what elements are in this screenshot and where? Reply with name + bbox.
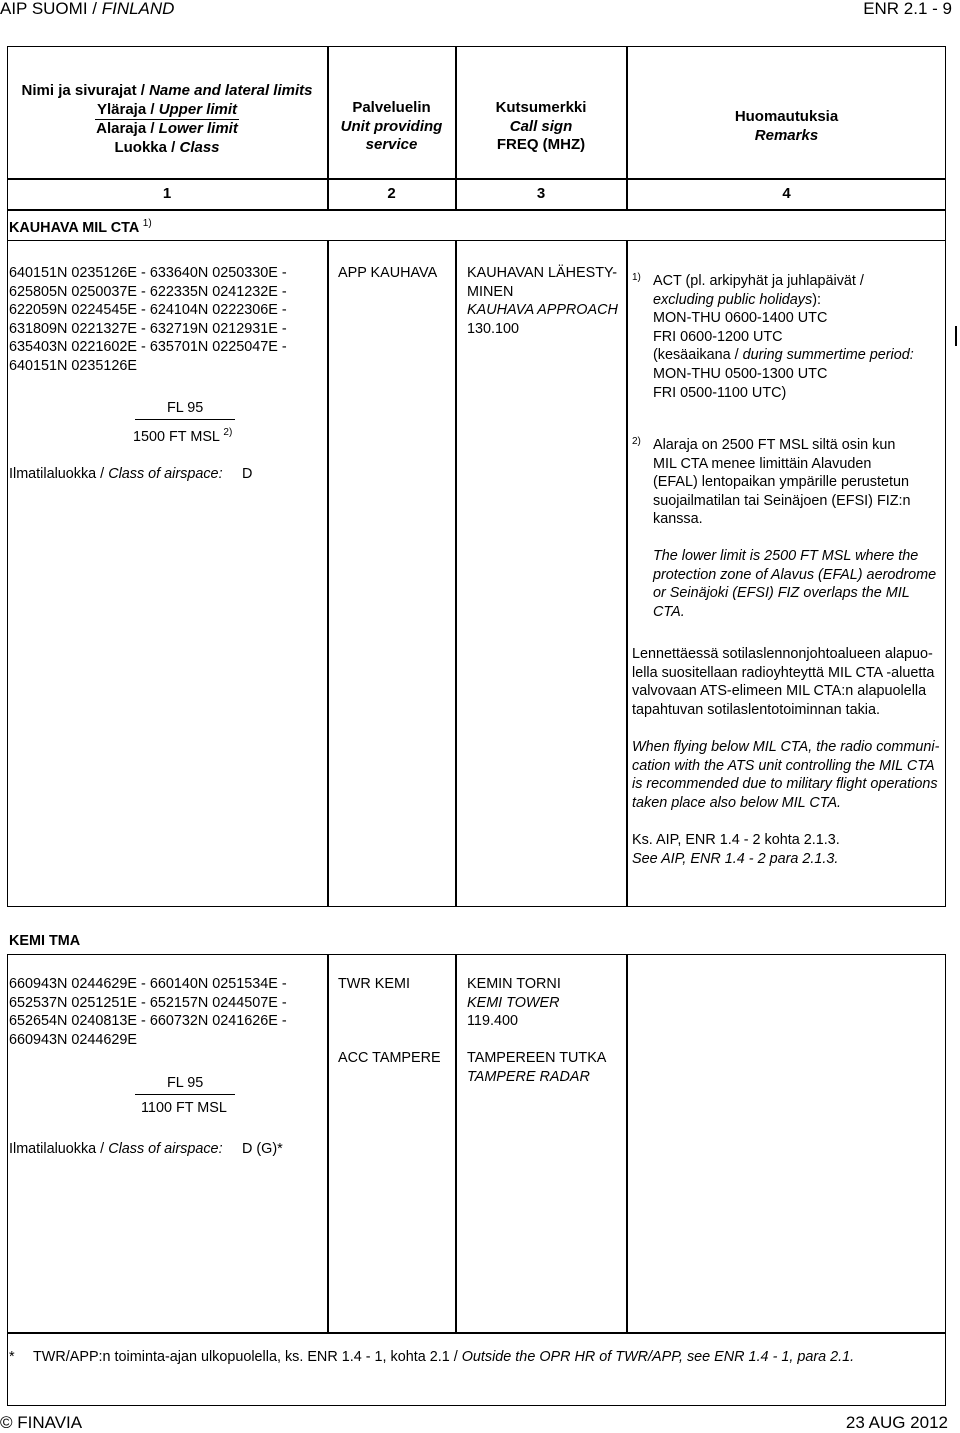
- kauhava-freq: 130.100: [467, 320, 520, 337]
- kauhava-coord-line: 640151N 0235126E - 633640N 0250330E -: [9, 265, 287, 281]
- kemi-unit-acc: ACC TAMPERE: [338, 1050, 441, 1066]
- kemi-col-divider-2: [455, 954, 457, 1332]
- remark1-line: FRI 0600-1200 UTC: [653, 328, 783, 345]
- kemi-class-value: D (G)*: [242, 1141, 283, 1157]
- kemi-class-label-italic: Class of airspace:: [108, 1141, 223, 1157]
- kauhava-callsign-line2: MINEN: [467, 283, 514, 300]
- col1-line3-italic: Lower limit: [158, 120, 238, 137]
- kauhava-callsign-line1: KAUHAVAN LÄHESTY-: [467, 265, 618, 281]
- remark2-fi-line: kanssa.: [653, 511, 703, 528]
- header-left-italic: FINLAND: [101, 0, 175, 18]
- remark3-en-line: is recommended due to military flight operations: [632, 776, 938, 793]
- remark3-fi: [632, 645, 934, 719]
- kauhava-class-value: D: [242, 466, 253, 482]
- kauhava-coord-line: 635403N 0221602E - 635701N 0225047E -: [9, 339, 287, 356]
- footnote-text: [33, 1348, 854, 1367]
- page-header-left: [0, 0, 174, 18]
- kemi-call1-italic: KEMI TOWER: [467, 994, 560, 1011]
- col1-line3: [7, 120, 327, 139]
- remark3-en-line: taken place also below MIL CTA.: [632, 794, 842, 811]
- col3-line2: Call sign: [509, 117, 573, 135]
- remark1-line-italic: during summertime period:: [742, 347, 914, 364]
- kemi-class: [9, 1140, 223, 1159]
- remark2-en-line: protection zone of Alavus (EFAL) aerodrome: [653, 566, 937, 583]
- col1-line4-text: Luokka /: [114, 138, 180, 156]
- kemi-col-divider-3: [626, 954, 628, 1332]
- kauhava-unit: APP KAUHAVA: [338, 265, 438, 281]
- header-number-divider: [7, 178, 946, 180]
- col-number-4: 4: [782, 185, 791, 202]
- col4-header: [627, 108, 946, 145]
- remark1-line: [653, 346, 914, 365]
- remark2-fi-line: Alaraja on 2500 FT MSL siltä osin kun: [653, 437, 896, 453]
- col1-line2-italic: Upper limit: [158, 100, 238, 118]
- kemi-col-divider-1: [327, 954, 329, 1332]
- remark1-line-suffix: ):: [812, 291, 821, 308]
- kauhava-col-divider-3: [626, 240, 628, 907]
- remark1-line-italic: excluding public holidays: [653, 291, 813, 308]
- kauhava-coord-line: 625805N 0250037E - 622335N 0241232E -: [9, 283, 287, 300]
- kauhava-class-label: Ilmatilaluokka /: [9, 466, 109, 482]
- remark1-line: ACT (pl. arkipyhät ja juhlapäivät /: [653, 273, 864, 289]
- kauhava-limit-divider: [135, 419, 235, 420]
- kemi-call2-italic: TAMPERE RADAR: [467, 1068, 590, 1085]
- kauhava-title-sup: 1): [142, 218, 152, 230]
- remark3-fi-line: Lennettäessä sotilaslennonjohtoalueen alapuo-: [632, 646, 933, 662]
- remark2-en-line: or Seinäjoki (EFSI) FIZ overlaps the MIL: [653, 585, 910, 602]
- kemi-coord-line: 652654N 0240813E - 660732N 0241626E -: [9, 1013, 287, 1030]
- kauhava-coord-line: 640151N 0235126E: [9, 357, 138, 374]
- page-header: [0, 0, 960, 18]
- kauhava-title-text: KAUHAVA MIL CTA: [9, 220, 143, 236]
- kauhava-upper-limit: FL 95: [167, 400, 204, 416]
- remark1-line-text: (kesäaikana /: [653, 347, 743, 364]
- col-number-3: 3: [536, 185, 546, 202]
- col1-line4-italic: Class: [179, 138, 220, 156]
- kauhava-coord-line: 631809N 0221327E - 632719N 0212931E -: [9, 320, 287, 337]
- kemi-callsign-twr: [467, 975, 561, 1031]
- remark1-number: 1): [632, 272, 641, 283]
- remark2-number: 2): [632, 436, 641, 447]
- remark2-fi: [653, 436, 911, 529]
- col2-line1: Palveluelin: [352, 99, 431, 116]
- kauhava-callsign-italic: KAUHAVA APPROACH: [467, 302, 618, 319]
- kemi-coord-line: 660943N 0244629E: [9, 1031, 138, 1048]
- remark1-line: MON-THU 0600-1400 UTC: [653, 310, 828, 327]
- col3-line1: Kutsumerkki: [495, 99, 587, 116]
- col4-line2: Remarks: [754, 126, 819, 144]
- page-footer-left: © FINAVIA: [0, 1413, 83, 1432]
- col4-line1: Huomautuksia: [734, 108, 839, 125]
- reference-fi: Ks. AIP, ENR 1.4 - 2 kohta 2.1.3.: [632, 832, 840, 848]
- col2-line3: service: [365, 136, 418, 153]
- kemi-coord-line: 652537N 0251251E - 652157N 0244507E -: [9, 994, 287, 1011]
- col3-line3: FREQ (MHZ): [496, 136, 586, 153]
- remark1: [653, 272, 914, 402]
- remark3-fi-line: lella suositellaan radioyhteyttä MIL CTA -aluetta: [632, 664, 935, 681]
- remark2-en: [653, 547, 936, 621]
- col1-line3-text: Alaraja /: [96, 120, 159, 137]
- kemi-coord-line: 660943N 0244629E - 660140N 0251534E -: [9, 976, 287, 992]
- kauhava-lower-limit: [133, 428, 232, 447]
- remark3-fi-line: valvovaan ATS-elimeen MIL CTA:n alapuolella: [632, 683, 927, 700]
- kemi-coords: [9, 975, 287, 1049]
- remark1-line: FRI 0500-1100 UTC): [653, 384, 787, 401]
- col2-line2: Unit providing: [340, 117, 443, 135]
- kemi-call1: KEMIN TORNI: [467, 976, 561, 992]
- kemi-freq1: 119.400: [467, 1013, 518, 1030]
- col3-header: [456, 99, 626, 155]
- reference-en: See AIP, ENR 1.4 - 2 para 2.1.3.: [632, 851, 839, 867]
- kauhava-lower-sup: 2): [223, 427, 233, 439]
- kemi-callsign-acc: [467, 1049, 606, 1086]
- footnote-star: *: [9, 1349, 15, 1365]
- col2-header: [328, 99, 455, 155]
- remark2-en-line: CTA.: [653, 603, 685, 620]
- col1-line2-text: Yläraja /: [96, 100, 159, 118]
- kemi-title: KEMI TMA: [9, 933, 81, 949]
- header-bottom-divider: [7, 209, 946, 211]
- kauhava-title: [9, 219, 152, 238]
- col1-line1-text: Nimi ja sivurajat /: [21, 82, 150, 99]
- kauhava-col-divider-1: [327, 240, 329, 907]
- kemi-upper-limit: FL 95: [167, 1075, 204, 1091]
- kauhava-callsign: [467, 264, 618, 338]
- col1-line4: [7, 139, 327, 158]
- col1-line1: [7, 82, 327, 101]
- col-number-1: 1: [162, 185, 172, 202]
- kauhava-class: [9, 465, 223, 484]
- page-footer-right: 23 AUG 2012: [845, 1413, 948, 1432]
- kemi-footnote-divider: [7, 1332, 946, 1334]
- kauhava-class-label-italic: Class of airspace:: [108, 466, 223, 482]
- remark2-fi-line: (EFAL) lentopaikan ympärille perustetun: [653, 474, 909, 491]
- kauhava-lower-text: 1500 FT MSL: [133, 429, 224, 445]
- kauhava-coord-line: 622059N 0224545E - 624104N 0222306E -: [9, 302, 287, 319]
- change-bar: [955, 326, 957, 346]
- remark3-en-line: cation with the ATS unit controlling the MIL CTA: [632, 757, 935, 774]
- remark3-en: [632, 738, 939, 812]
- kemi-limit-divider: [135, 1094, 235, 1095]
- kemi-call2: TAMPEREEN TUTKA: [467, 1050, 607, 1066]
- remark2-fi-line: suojailmatilan tai Seinäjoen (EFSI) FIZ:n: [653, 492, 911, 509]
- kemi-unit-twr: TWR KEMI: [338, 976, 410, 992]
- col1-line1-italic: Name and lateral limits: [149, 82, 313, 99]
- footnote-text-italic: Outside the OPR HR of TWR/APP, see ENR 1.4 - 1, para 2.1.: [461, 1349, 855, 1365]
- remark1-line: [653, 291, 914, 310]
- header-left-text: AIP SUOMI /: [0, 0, 102, 18]
- col1-line2: [95, 101, 239, 121]
- remark3-en-line: When flying below MIL CTA, the radio communi-: [632, 739, 940, 755]
- col1-header: [7, 82, 327, 157]
- footnote-text-plain: TWR/APP:n toiminta-ajan ulkopuolella, ks. ENR 1.4 - 1, kohta 2.1 /: [33, 1349, 462, 1365]
- kauhava-coords: [9, 264, 287, 376]
- remark3-fi-line: tapahtuvan sotilaslentotoiminnan takia.: [632, 701, 880, 718]
- col-number-2: 2: [387, 185, 396, 202]
- kemi-lower-limit: 1100 FT MSL: [141, 1100, 227, 1116]
- remark2-en-line: The lower limit is 2500 FT MSL where the: [653, 548, 919, 564]
- remark1-line: MON-THU 0500-1300 UTC: [653, 365, 828, 382]
- kauhava-col-divider-2: [455, 240, 457, 907]
- remark2-fi-line: MIL CTA menee limittäin Alavuden: [653, 455, 872, 472]
- page-header-right: ENR 2.1 - 9: [863, 0, 952, 18]
- kemi-class-label: Ilmatilaluokka /: [9, 1141, 109, 1157]
